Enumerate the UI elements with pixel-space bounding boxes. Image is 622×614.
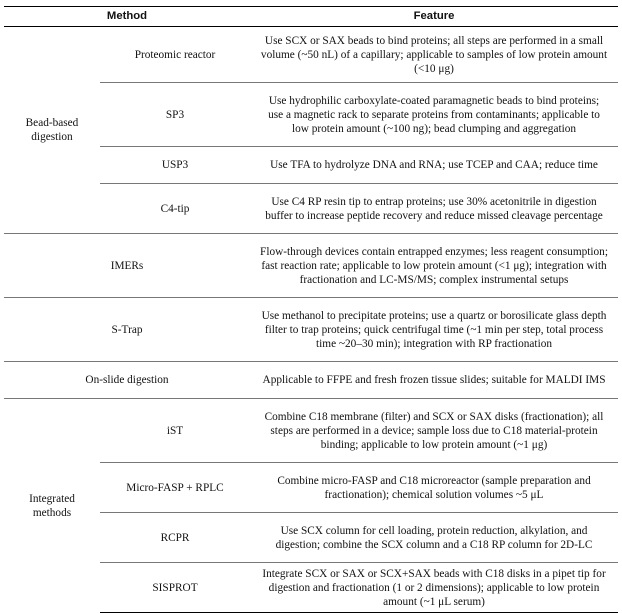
feature-header: Feature: [250, 7, 618, 27]
method-cell: Proteomic reactor: [134, 48, 216, 61]
method-cell: On-slide digestion: [4, 362, 250, 399]
method-cell: S-Trap: [4, 298, 250, 362]
method-cell: SISPROT: [100, 563, 250, 613]
group-label-bead-based: Bead-based digestion: [25, 117, 79, 143]
feature-cell: Use TFA to hydrolyze DNA and RNA; use TCEP and CAA; reduce time: [250, 147, 618, 184]
feature-cell: Combine C18 membrane (filter) and SCX or SAX disks (fractionation); all steps are performed in a device; sample loss due to C18 material-protein binding; applicable to low protein amount (~1 μg): [250, 399, 618, 463]
table-row: [4, 298, 618, 362]
header-row: [4, 7, 618, 27]
group-label-integrated: Integrated methods: [4, 399, 100, 613]
feature-cell: Combine micro-FASP and C18 microreactor (sample preparation and fractionation); chemical solution volumes ~5 μL: [250, 463, 618, 513]
method-cell: Micro-FASP + RPLC: [100, 463, 250, 513]
feature-cell: Use methanol to precipitate proteins; use a quartz or borosilicate glass depth filter to trap proteins; quick centrifugal time (~1 min per step, total process time ~20–30 min); integration with RP fractionation: [250, 298, 618, 362]
feature-cell: Flow-through devices contain entrapped enzymes; less reagent consumption; fast reaction rate; applicable to low protein amount (<1 μg); integration with fractionation and LC-MS/MS; complex instrumental setups: [250, 234, 618, 298]
method-cell: SP3: [100, 83, 250, 147]
table-row: [4, 362, 618, 399]
method-header: Method: [4, 7, 250, 27]
feature-cell: Use SCX column for cell loading, protein reduction, alkylation, and digestion; combine the SCX column and a C18 RP column for 2D-LC: [250, 513, 618, 563]
table-row: [4, 234, 618, 298]
method-cell: C4-tip: [100, 184, 250, 234]
feature-cell: Use SCX or SAX beads to bind proteins; all steps are performed in a small volume (~50 nL) of a capillary; applicable to samples of low protein amount (<10 μg): [260, 34, 608, 75]
method-cell: iST: [100, 399, 250, 463]
feature-cell: Applicable to FFPE and fresh frozen tissue slides; suitable for MALDI IMS: [250, 362, 618, 399]
method-cell: IMERs: [4, 234, 250, 298]
feature-cell: Use hydrophilic carboxylate-coated paramagnetic beads to bind proteins; use a magnetic rack to separate proteins from contaminants; applicable to low protein amount (~100 ng); bead clumping and aggregation: [250, 83, 618, 147]
feature-cell: Integrate SCX or SAX or SCX+SAX beads with C18 disks in a pipet tip for digestion and fractionation (1 or 2 dimensions); applicable to low protein amount (~1 μL serum): [250, 563, 618, 613]
table-row: [4, 27, 618, 83]
methods-table: [4, 6, 618, 613]
table-row: [4, 399, 618, 463]
method-cell: USP3: [100, 147, 250, 184]
feature-cell: Use C4 RP resin tip to entrap proteins; use 30% acetonitrile in digestion buffer to increase peptide recovery and reduce missed cleavage percentage: [250, 184, 618, 234]
method-cell: RCPR: [100, 513, 250, 563]
